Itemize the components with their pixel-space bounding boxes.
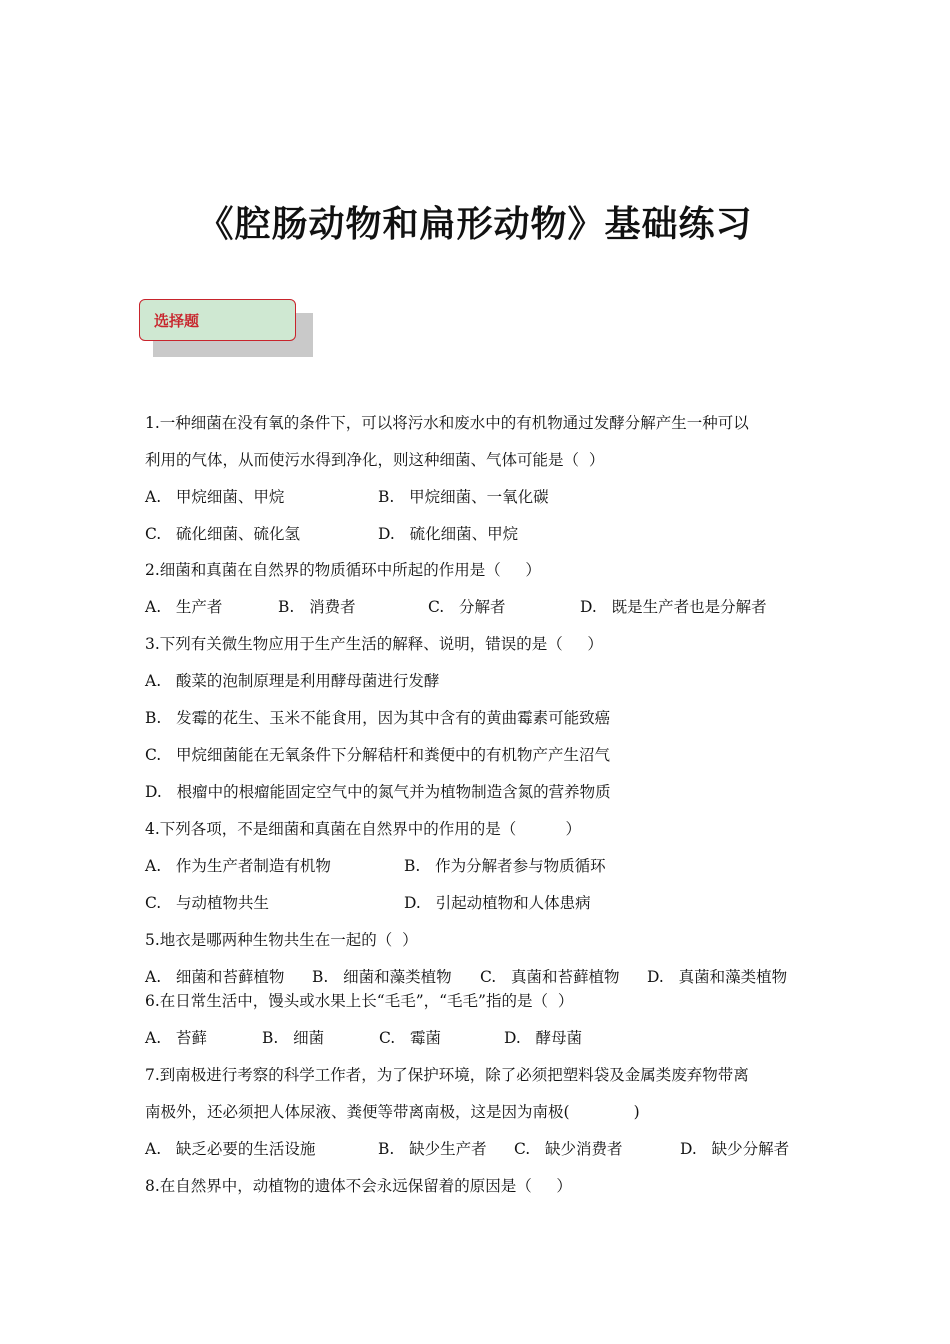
question-3-option-d: D. 根瘤中的根瘤能固定空气中的氮气并为植物制造含氮的营养物质 xyxy=(145,783,611,801)
question-2-option-d: D. 既是生产者也是分解者 xyxy=(580,598,767,616)
question-3-option-a: A. 酸菜的泡制原理是利用酵母菌进行发酵 xyxy=(145,672,440,690)
question-8-text: 8.在自然界中，动植物的遗体不会永远保留着的原因是（ ） xyxy=(145,1177,572,1195)
question-4-option-c: C. 与动植物共生 xyxy=(145,894,270,912)
question-7-option-b: B. 缺少生产者 xyxy=(378,1140,487,1158)
question-6-option-a: A. 苔藓 xyxy=(145,1029,207,1047)
question-3-option-c: C. 甲烷细菌能在无氧条件下分解秸杆和粪便中的有机物产产生沼气 xyxy=(145,746,611,764)
question-4-text: 4.下列各项，不是细菌和真菌在自然界中的作用的是（ ） xyxy=(145,820,582,838)
question-4-option-b: B. 作为分解者参与物质循环 xyxy=(404,857,606,875)
question-5-text: 5.地衣是哪两种生物共生在一起的（ ） xyxy=(145,931,418,949)
question-2-option-c: C. 分解者 xyxy=(428,598,506,616)
page-title: 《腔肠动物和扁形动物》基础练习 xyxy=(197,204,753,245)
section-label: 选择题 xyxy=(154,312,200,330)
question-1-text-line-2: 利用的气体，从而使污水得到净化，则这种细菌、气体可能是（ ） xyxy=(145,451,605,469)
question-1-option-c: C. 硫化细菌、硫化氢 xyxy=(145,525,301,543)
question-1-option-a: A. 甲烷细菌、甲烷 xyxy=(145,488,285,506)
question-1-text-line-1: 1.一种细菌在没有氧的条件下，可以将污水和废水中的有机物通过发酵分解产生一种可以 xyxy=(145,414,749,432)
question-7-option-c: C. 缺少消费者 xyxy=(514,1140,623,1158)
question-7-text-line-2: 南极外，还必须把人体尿液、粪便等带离南极，这是因为南极( ) xyxy=(145,1103,640,1121)
question-7-option-d: D. 缺少分解者 xyxy=(680,1140,790,1158)
question-7-text-line-1: 7.到南极进行考察的科学工作者，为了保护环境，除了必须把塑料袋及金属类废弃物带离 xyxy=(145,1066,749,1084)
question-5-option-a: A. 细菌和苔藓植物 xyxy=(145,968,285,986)
question-4-option-a: A. 作为生产者制造有机物 xyxy=(145,857,331,875)
question-6-option-b: B. 细菌 xyxy=(262,1029,325,1047)
section-badge xyxy=(139,299,296,341)
question-5-option-d: D. 真菌和藻类植物 xyxy=(647,968,788,986)
section-header xyxy=(139,299,314,357)
question-6-text: 6.在日常生活中，馒头或水果上长“毛毛”，“毛毛”指的是（ ） xyxy=(145,992,574,1010)
question-1-option-d: D. 硫化细菌、甲烷 xyxy=(378,525,519,543)
question-2-text: 2.细菌和真菌在自然界的物质循环中所起的作用是（ ） xyxy=(145,561,541,579)
question-3-option-b: B. 发霉的花生、玉米不能食用，因为其中含有的黄曲霉素可能致癌 xyxy=(145,709,611,727)
question-1-option-b: B. 甲烷细菌、一氧化碳 xyxy=(378,488,549,506)
question-3-text: 3.下列有关微生物应用于生产生活的解释、说明，错误的是（ ） xyxy=(145,635,603,653)
question-5-option-b: B. 细菌和藻类植物 xyxy=(312,968,452,986)
question-7-option-a: A. 缺乏必要的生活设施 xyxy=(145,1140,316,1158)
question-5-option-c: C. 真菌和苔藓植物 xyxy=(480,968,620,986)
question-2-option-a: A. 生产者 xyxy=(145,598,223,616)
question-2-option-b: B. 消费者 xyxy=(278,598,356,616)
question-6-option-c: C. 霉菌 xyxy=(379,1029,442,1047)
question-6-option-d: D. 酵母菌 xyxy=(504,1029,583,1047)
question-4-option-d: D. 引起动植物和人体患病 xyxy=(404,894,591,912)
